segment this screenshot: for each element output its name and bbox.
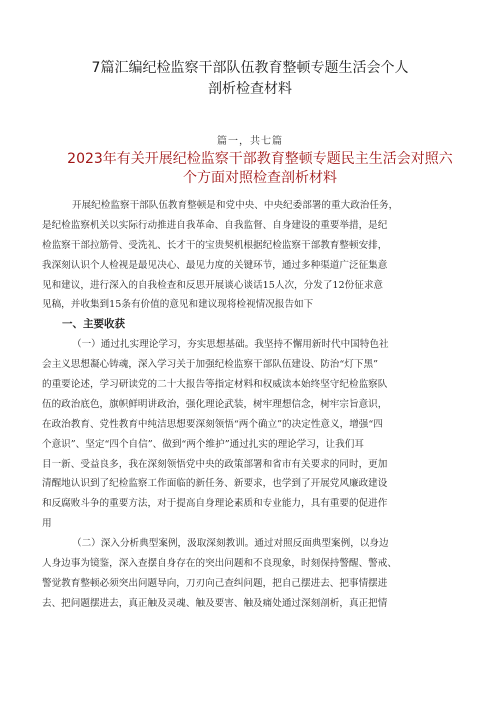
body-line: 伍的政治底色，旗帜鲜明讲政治，强化理论武装，树牢理想信念，树牢宗旨意识， <box>42 398 388 410</box>
part-label: 篇一，共七篇 <box>217 136 283 147</box>
body-line: 去、把问题摆进去，真正触及灵魂、触及要害、触及痛处通过深刻剖析，真正把情 <box>42 597 388 609</box>
body-line: 人身边事为镜鉴，深入查摆自身存在的突出问题和不良现象，时刻保持警醒、警戒、 <box>42 558 397 570</box>
body-line: 清醒地认识到了纪检监察工作面临的新任务、新要求，也学到了开展党风廉政建设 <box>42 478 388 490</box>
body-line: 和反腐败斗争的重要方法，对于提高自身理论素质和专业能力，具有重要的促进作 <box>42 498 388 510</box>
document-body <box>42 196 458 614</box>
body-line: （二）深入分析典型案例，汲取深刻教训。通过对照反面典型案例，以身边 <box>72 538 389 550</box>
body-line: （一）通过扎实理论学习，夯实思想基础。我坚持不懈用新时代中国特色社 <box>72 339 389 351</box>
body-line: 我深刻认识个人检视是最见决心、最见力度的关键环节，通过多种渠道广泛征集意 <box>42 259 388 271</box>
body-line: 是纪检监察机关以实际行动推进自我革命、自我监督、自身建设的重要举措，是纪 <box>42 219 388 231</box>
body-line: 在政治教育、党性教育中纯洁思想要深刻领悟“两个确立”的决定性意义，增强“四 <box>42 418 383 430</box>
document-title-line-2: 剖析检查材料 <box>208 81 292 97</box>
body-line: 的重要论述，学习研读党的二十大报告等指定材料和权威读本始终坚守纪检监察队 <box>42 379 388 391</box>
section-heading: 一、主要收获 <box>62 318 125 331</box>
body-line: 见和建议，进行深入的自我检查和反思开展谈心谈话15人次，分发了12份征求意 <box>42 279 384 291</box>
body-line: 目一新、受益良多，我在深刻领悟党中央的政策部署和省市有关要求的同时，更加 <box>42 458 388 470</box>
body-line: 会主义思想凝心铸魂，深入学习关于加强纪检监察干部队伍建设、防治“灯下黑” <box>42 359 378 371</box>
body-line: 用 <box>42 518 52 530</box>
section-title-line-2: 个方面对照检查剖析材料 <box>183 170 337 186</box>
section-title <box>60 150 460 188</box>
body-line: 见稿，并收集到15条有价值的意见和建议现将检视情况报告如下 <box>42 299 314 311</box>
section-title-line-1: 2023年有关开展纪检监察干部教育整顿专题民主生活会对照六 <box>67 151 453 167</box>
body-line: 个意识”、坚定“四个自信”、做到“两个维护”通过扎实的理论学习，让我们耳 <box>42 438 364 450</box>
document-title-line-1: 7篇汇编纪检监察干部队伍教育整顿专题生活会个人 <box>91 60 409 76</box>
body-line: 开展纪检监察干部队伍教育整顿是和党中央、中央纪委部署的重大政治任务， <box>72 200 399 211</box>
body-line: 警觉教育整顿必须突出问题导向，刀刃向己查纠问题，把自己摆进去、把事情摆进 <box>42 577 388 589</box>
document-title <box>60 58 440 100</box>
body-line: 检监察干部拉筋骨、受洗礼、长才干的宝贵契机根据纪检监察干部教育整顿安排， <box>42 239 388 251</box>
